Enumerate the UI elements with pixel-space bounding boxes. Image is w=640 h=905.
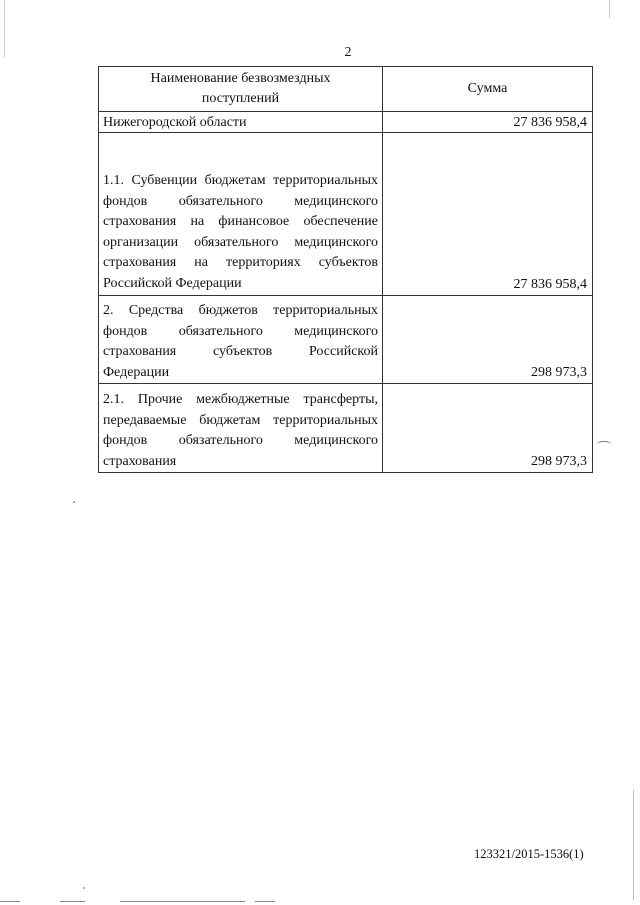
row-amount: 27 836 958,4 bbox=[383, 133, 593, 296]
page-number: 2 bbox=[344, 45, 352, 60]
scan-artifact-edge bbox=[633, 790, 634, 900]
scan-dot bbox=[73, 501, 75, 503]
table-row bbox=[99, 133, 593, 296]
row-amount: 27 836 958,4 bbox=[383, 112, 593, 133]
scan-mark bbox=[597, 441, 611, 446]
document-code: 123321/2015-1536(1) bbox=[474, 847, 584, 861]
table-row bbox=[99, 384, 593, 473]
scan-bottom-line bbox=[0, 901, 20, 902]
row-name-cell bbox=[99, 133, 383, 296]
budget-table bbox=[98, 66, 593, 473]
row-name: 1.1. Субвенции бюджетам территориальных фондов обязательного медицинского страхования на финансовое обеспечение организации обязательного медицинского страхования на территориях субъектов Российской Федерации bbox=[103, 173, 378, 291]
row-name: 2.1. Прочие межбюджетные трансферты, передаваемые бюджетам территориальных фондов обязательного медицинского страхования bbox=[103, 392, 378, 469]
scan-dot bbox=[83, 887, 85, 889]
row-name-cell bbox=[99, 296, 383, 384]
scan-bottom-line bbox=[255, 901, 275, 902]
row-amount: 298 973,3 bbox=[383, 384, 593, 473]
table-header-row bbox=[99, 67, 593, 112]
scan-artifact-right bbox=[609, 0, 610, 18]
header-amount: Сумма bbox=[383, 67, 593, 112]
table-row bbox=[99, 112, 593, 133]
row-name-cell bbox=[99, 384, 383, 473]
row-amount: 298 973,3 bbox=[383, 296, 593, 384]
row-name: Нижегородской области bbox=[99, 112, 383, 133]
scan-bottom-line bbox=[120, 901, 245, 902]
table-row bbox=[99, 296, 593, 384]
header-name: Наименование безвозмездных поступлений bbox=[99, 67, 383, 112]
scan-bottom-line bbox=[60, 901, 85, 902]
row-name: 2. Средства бюджетов территориальных фондов обязательного медицинского страхования субъектов Российской Федерации bbox=[103, 303, 378, 380]
